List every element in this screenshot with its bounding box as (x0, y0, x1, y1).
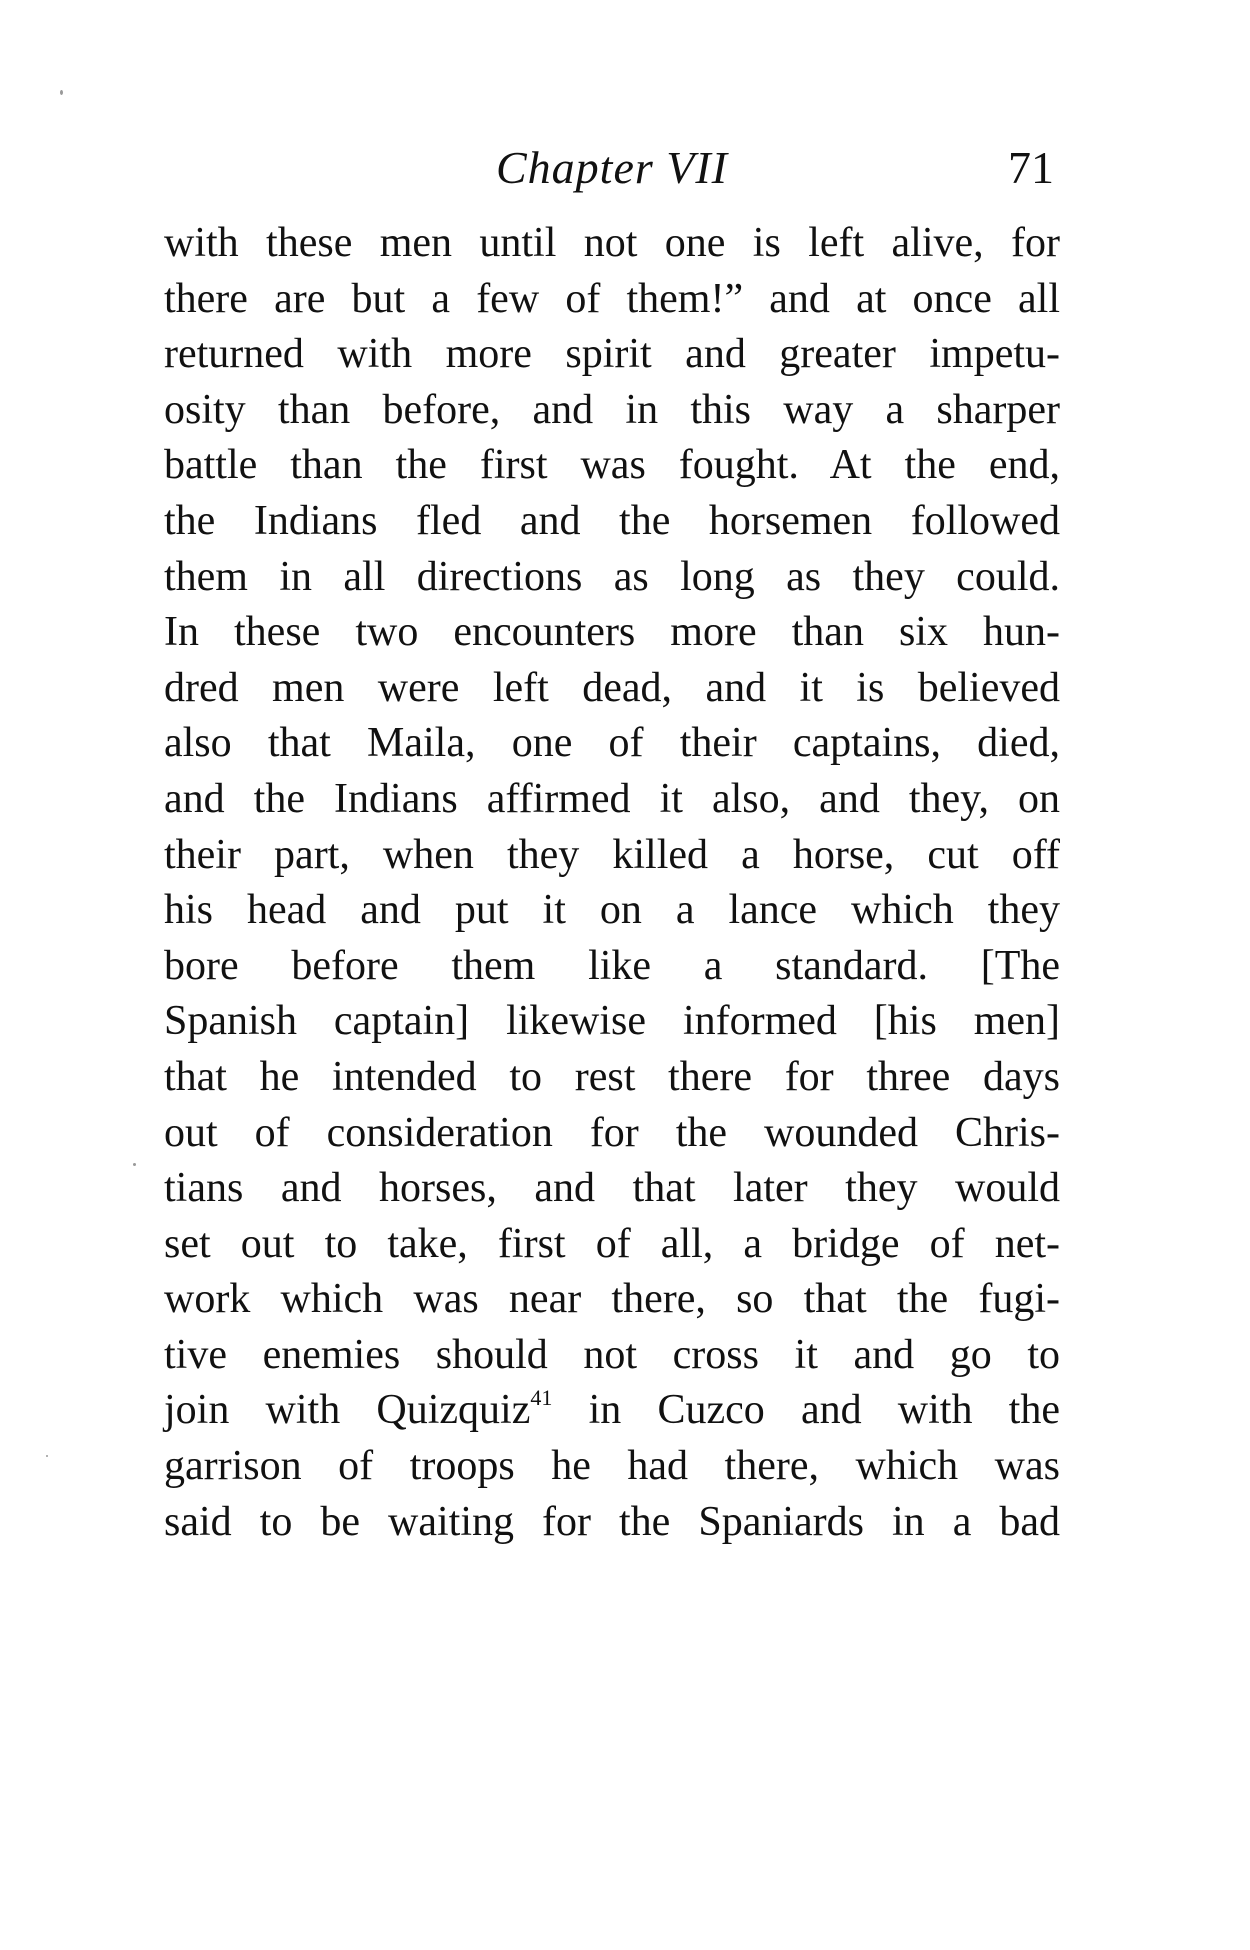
footnote-reference-line (164, 1383, 1060, 1439)
footnote-marker: 41 (530, 1385, 553, 1411)
text-line: battle than the first was fought. At the end, (164, 442, 1060, 489)
text-line: dred men were left dead, and it is believed (164, 664, 1060, 711)
scan-speck (60, 90, 63, 95)
text-line: the Indians fled and the horsemen followed (164, 497, 1060, 544)
text-line: In these two encounters more than six hun- (164, 609, 1060, 656)
chapter-title: Chapter VII (495, 142, 728, 193)
text-line: osity than before, and in this way a sharper (164, 386, 1060, 433)
text-line: set out to take, first of all, a bridge of net- (164, 1220, 1060, 1267)
text-line: garrison of troops he had there, which was (164, 1443, 1060, 1490)
text-line: Spanish captain] likewise informed [his men] (164, 998, 1060, 1045)
text-line: them in all directions as long as they could. (164, 553, 1060, 600)
text-line: work which was near there, so that the fugi- (164, 1276, 1060, 1323)
text-line: tive enemies should not cross it and go to (164, 1331, 1060, 1378)
text-line: also that Maila, one of their captains, died, (164, 720, 1060, 767)
text-line: there are but a few of them!” and at once all (164, 275, 1060, 322)
text-line: out of consideration for the wounded Chris- (164, 1109, 1060, 1156)
text-line: with these men until not one is left alive, for (164, 220, 1060, 266)
scan-speck (46, 1455, 48, 1457)
text-line: said to be waiting for the Spaniards in a bad (164, 1498, 1060, 1545)
body-text (164, 216, 1060, 1550)
footnote-line-after: in Cuzco and with the (552, 1387, 1060, 1434)
text-line: his head and put it on a lance which they (164, 887, 1060, 934)
text-line: that he intended to rest there for three days (164, 1053, 1060, 1100)
footnote-line-before: join with Quizquiz (164, 1387, 531, 1434)
text-line: bore before them like a standard. [The (164, 942, 1060, 989)
text-line: returned with more spirit and greater impetu- (164, 331, 1060, 378)
text-line: their part, when they killed a horse, cut off (164, 831, 1060, 878)
running-head (164, 138, 1060, 198)
page-number: 71 (1008, 142, 1054, 193)
text-line: tians and horses, and that later they would (164, 1165, 1060, 1212)
scan-speck (133, 1163, 136, 1166)
text-line: and the Indians affirmed it also, and they, on (164, 775, 1060, 822)
